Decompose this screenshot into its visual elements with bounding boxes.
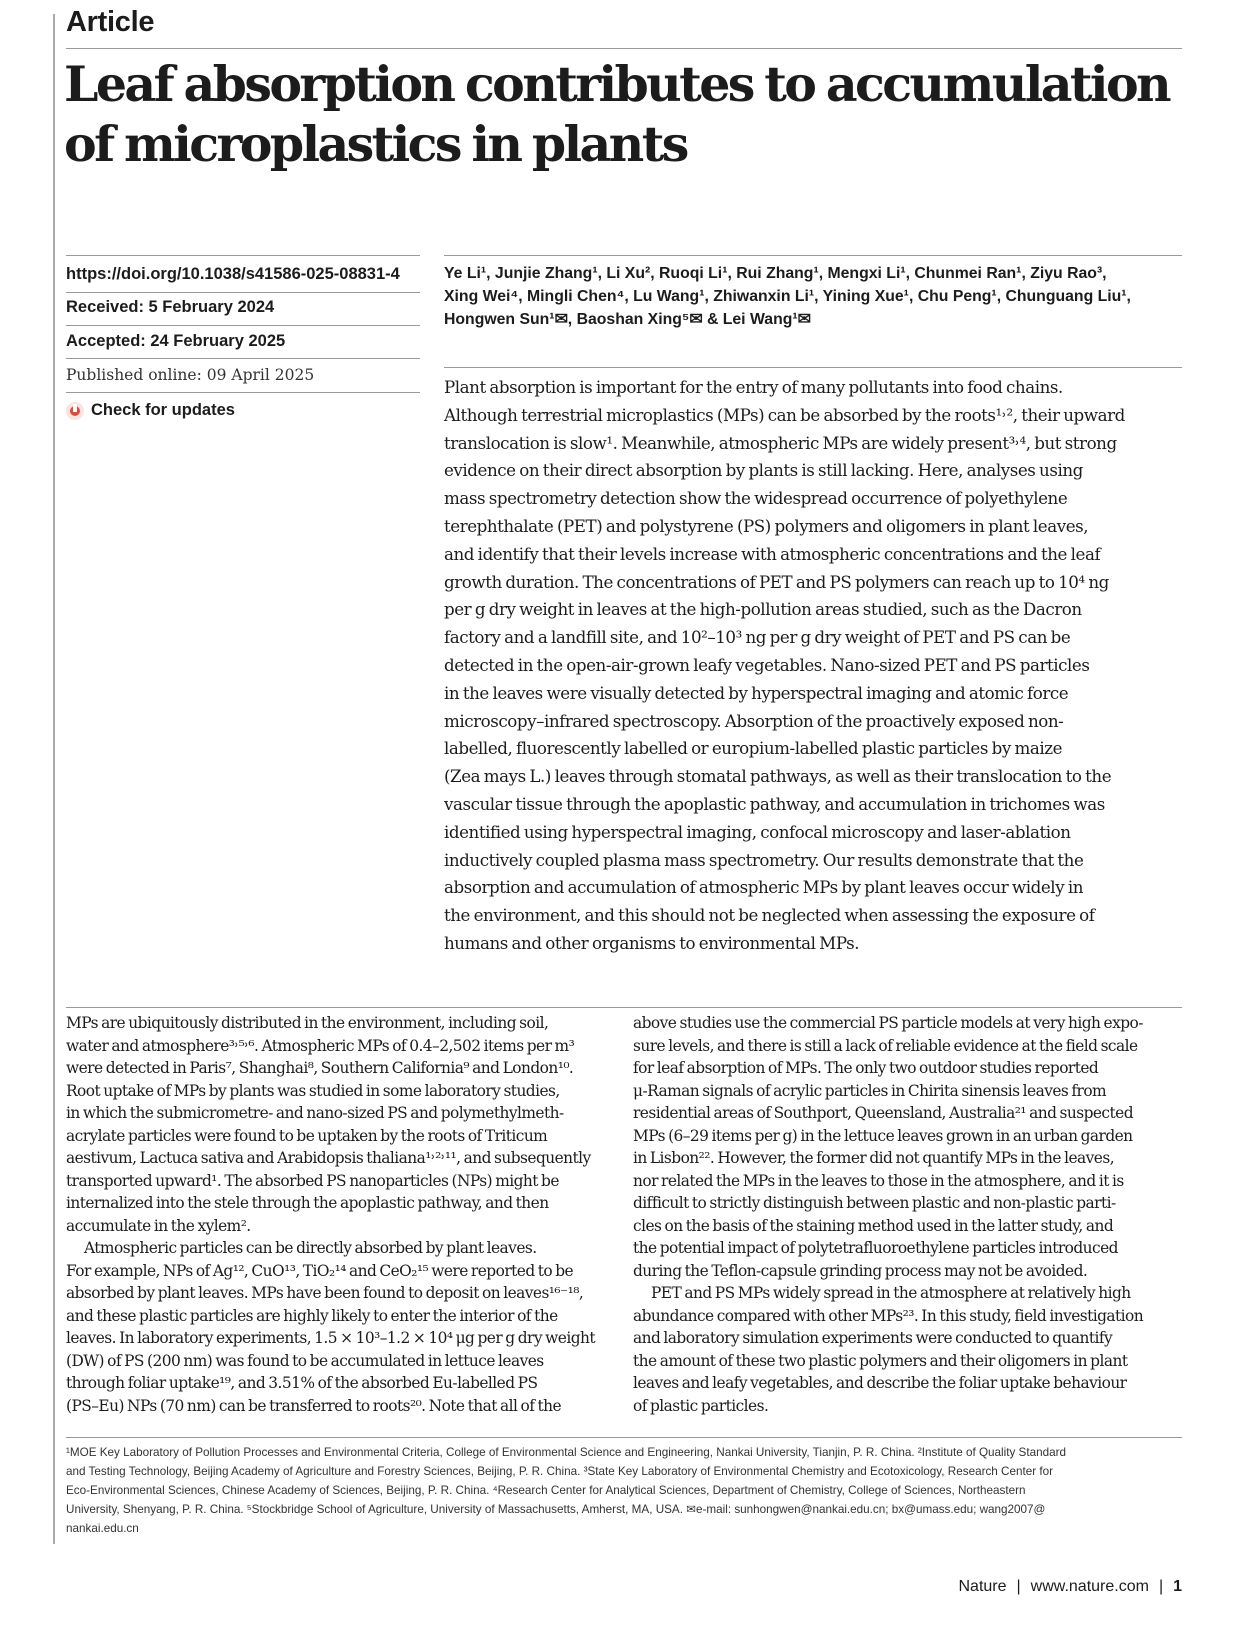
meta-rule-top [66, 255, 420, 256]
page-footer: Nature | www.nature.com | 1 [958, 1578, 1182, 1595]
body-text-line: aestivum, Lactuca sativa and Arabidopsis thaliana¹˒²˒¹¹, and subsequently [66, 1149, 591, 1167]
article-title [64, 54, 1194, 174]
abstract-line: detected in the open-air-grown leafy vegetables. Nano-sized PET and PS particles [444, 654, 1090, 675]
meta-rule-1 [66, 292, 420, 293]
abstract-line: in the leaves were visually detected by hyperspectral imaging and atomic force [444, 682, 1069, 703]
body-text-line: MPs are ubiquitously distributed in the environment, including soil, [66, 1014, 549, 1032]
body-text-line: the potential impact of polytetrafluoroethylene particles introduced [633, 1239, 1118, 1257]
abstract-line: Although terrestrial microplastics (MPs) can be absorbed by the roots¹˒², their upward [444, 404, 1125, 425]
abstract-line: terephthalate (PET) and polystyrene (PS) polymers and oligomers in plant leaves, [444, 515, 1089, 536]
body-text-line: and these plastic particles are highly likely to enter the interior of the [66, 1306, 558, 1325]
check-for-updates-icon [66, 402, 84, 420]
body-right-column [633, 1012, 1178, 1417]
meta-rule-2 [66, 325, 420, 326]
abstract-line: microscopy–infrared spectroscopy. Absorption of the proactively exposed non- [444, 710, 1064, 731]
title-line-1: Leaf absorption contributes to accumulation [64, 55, 1170, 113]
body-rule-top [66, 1007, 1182, 1008]
body-text-line: MPs (6–29 items per g) in the lettuce leaves grown in an urban garden [633, 1126, 1133, 1145]
body-text-line: for leaf absorption of MPs. The only two outdoor studies reported [633, 1059, 1099, 1077]
abstract-line: growth duration. The concentrations of PET and PS polymers can reach up to 10⁴ ng [444, 571, 1109, 592]
page-number: 1 [1173, 1578, 1182, 1595]
body-text-line: Root uptake of MPs by plants was studied in some laboratory studies, [66, 1081, 560, 1100]
abstract-line: mass spectrometry detection show the widespread occurrence of polyethylene [444, 488, 1068, 509]
title-line-2: of microplastics in plants [64, 115, 687, 173]
body-text-line: residential areas of Southport, Queensland, Australia²¹ and suspected [633, 1104, 1133, 1122]
body-text-line: For example, NPs of Ag¹², CuO¹³, TiO₂¹⁴ and CeO₂¹⁵ were reported to be [66, 1261, 574, 1280]
abstract-line: translocation is slow¹. Meanwhile, atmospheric MPs are widely present³˒⁴, but strong [444, 432, 1117, 453]
body-text-line: accumulate in the xylem². [66, 1216, 251, 1235]
footnote-line: Eco-Environmental Sciences, Chinese Academy of Sciences, Beijing, P. R. China. ⁴Research Center for Analytical Sciences, Department of Chemistry, College of Sciences, Northeastern [66, 1484, 1026, 1497]
abstract-line: per g dry weight in leaves at the high-pollution areas studied, such as the Dacron [444, 599, 1082, 620]
abstract-line: and identify that their levels increase with atmospheric concentrations and the leaf [444, 543, 1101, 564]
footnote-line: nankai.edu.cn [66, 1522, 139, 1535]
body-text-line: internalized into the stele through the apoplastic pathway, and then [66, 1194, 549, 1212]
header-rule [66, 48, 1182, 49]
authors-rule-top [444, 255, 1182, 256]
abstract-line: evidence on their direct absorption by plants is still lacking. Here, analyses using [444, 460, 1083, 481]
body-text-line: and laboratory simulation experiments were conducted to quantify [633, 1329, 1113, 1347]
abstract-line: inductively coupled plasma mass spectrometry. Our results demonstrate that the [444, 849, 1084, 870]
body-text-line: through foliar uptake¹⁹, and 3.51% of the absorbed Eu-labelled PS [66, 1374, 538, 1392]
body-text-line: nor related the MPs in the leaves to those in the atmosphere, and it is [633, 1171, 1124, 1190]
abstract-line: vascular tissue through the apoplastic pathway, and accumulation in trichomes was [444, 793, 1105, 814]
received-date: Received: 5 February 2024 [66, 298, 275, 316]
body-text-line: sure levels, and there is still a lack of reliable evidence at the field scale [633, 1036, 1138, 1055]
doi-link[interactable]: https://doi.org/10.1038/s41586-025-08831-4 [66, 265, 400, 283]
article-type-label: Article [66, 6, 155, 38]
abstract-line: labelled, fluorescently labelled or europium-labelled plastic particles by maize [444, 738, 1063, 759]
footnote-line: and Testing Technology, Beijing Academy of Agriculture and Forestry Sciences, Beijing, P. R. China. ³State Key Laboratory of Environmental Chemistry and Ecotoxicology, Research Center for [66, 1465, 1054, 1478]
abstract-rule-top [444, 367, 1182, 368]
published-date: Published online: 09 April 2025 [66, 366, 315, 384]
body-text-line: of plastic particles. [633, 1396, 769, 1415]
body-text-line: cles on the basis of the staining method used in the latter study, and [633, 1216, 1114, 1235]
body-text-line: acrylate particles were found to be uptaken by the roots of Triticum [66, 1126, 548, 1145]
body-text-line: leaves and leafy vegetables, and describe the foliar uptake behaviour [633, 1374, 1127, 1392]
body-text-line: abundance compared with other MPs²³. In this study, field investigation [633, 1306, 1144, 1325]
abstract-line: Plant absorption is important for the entry of many pollutants into food chains. [444, 377, 1063, 397]
journal-url[interactable]: www.nature.com [1030, 1578, 1149, 1595]
accepted-date: Accepted: 24 February 2025 [66, 332, 286, 350]
author-line-3: Hongwen Sun¹✉, Baoshan Xing⁵✉ & Lei Wang¹✉ [444, 311, 811, 328]
check-for-updates-button[interactable] [66, 401, 235, 420]
body-text-line: water and atmosphere³˒⁵˒⁶. Atmospheric MPs of 0.4–2,502 items per m³ [66, 1036, 575, 1055]
abstract-line: identified using hyperspectral imaging, confocal microscopy and laser-ablation [444, 821, 1071, 842]
abstract-line: humans and other organisms to environmental MPs. [444, 932, 860, 953]
author-line-1: Ye Li¹, Junjie Zhang¹, Li Xu², Ruoqi Li¹, Rui Zhang¹, Mengxi Li¹, Chunmei Ran¹, Ziyu Rao³, [444, 265, 1107, 282]
body-text-line: transported upward¹. The absorbed PS nanoparticles (NPs) might be [66, 1171, 559, 1190]
check-for-updates-label: Check for updates [91, 401, 235, 419]
body-text-line: (PS–Eu) NPs (70 nm) can be transferred to roots²⁰. Note that all of the [66, 1396, 562, 1415]
meta-rule-4 [66, 392, 420, 393]
body-text-line: leaves. In laboratory experiments, 1.5 × 10³–1.2 × 10⁴ μg per g dry weight [66, 1329, 595, 1347]
body-text-line: μ-Raman signals of acrylic particles in Chirita sinensis leaves from [633, 1081, 1107, 1100]
body-text-line: during the Teflon-capsule grinding process may not be avoided. [633, 1261, 1088, 1280]
body-text-line: the amount of these two plastic polymers and their oligomers in plant [633, 1351, 1128, 1370]
footnote-rule [66, 1437, 1182, 1438]
author-list [444, 262, 1184, 331]
body-text-line: in which the submicrometre- and nano-sized PS and polymethylmeth- [66, 1104, 564, 1122]
left-margin-rule [53, 14, 55, 1544]
meta-rule-3 [66, 358, 420, 359]
author-line-2: Xing Wei⁴, Mingli Chen⁴, Lu Wang¹, Zhiwanxin Li¹, Yining Xue¹, Chu Peng¹, Chunguang Liu¹, [444, 288, 1131, 305]
body-text-line: in Lisbon²². However, the former did not quantify MPs in the leaves, [633, 1149, 1115, 1167]
body-text-line: difficult to strictly distinguish between plastic and non-plastic parti- [633, 1194, 1116, 1212]
footnote-line: ¹MOE Key Laboratory of Pollution Processes and Environmental Criteria, College of Environmental Science and Engineering, Nankai University, Tianjin, P. R. China. ²Institute of Quality Standard [66, 1446, 1066, 1459]
journal-name: Nature [958, 1578, 1007, 1595]
body-left-column [66, 1012, 611, 1417]
abstract-line: (Zea mays L.) leaves through stomatal pathways, as well as their translocation to the [444, 766, 1112, 787]
footnote-line: University, Shenyang, P. R. China. ⁵Stockbridge School of Agriculture, University of Massachusetts, Amherst, MA, USA. ✉e-mail: sunhongwen@nankai.edu.cn; bx@umass.edu; wang2007@ [66, 1503, 1046, 1516]
abstract [444, 374, 1174, 958]
abstract-line: absorption and accumulation of atmospheric MPs by plant leaves occur widely in [444, 877, 1084, 898]
abstract-line: the environment, and this should not be neglected when assessing the exposure of [444, 905, 1095, 926]
body-text-line: absorbed by plant leaves. MPs have been found to deposit on leaves¹⁶⁻¹⁸, [66, 1284, 584, 1302]
body-text-line: above studies use the commercial PS particle models at very high expo- [633, 1014, 1143, 1032]
affiliations-footnote [66, 1443, 1182, 1538]
body-text-line: (DW) of PS (200 nm) was found to be accumulated in lettuce leaves [66, 1351, 544, 1370]
body-text-line: were detected in Paris⁷, Shanghai⁸, Southern California⁹ and London¹⁰. [66, 1059, 574, 1077]
abstract-line: factory and a landfill site, and 10²–10³ ng per g dry weight of PET and PS can be [444, 627, 1071, 648]
body-text-line: Atmospheric particles can be directly absorbed by plant leaves. [84, 1239, 537, 1257]
body-text-line: PET and PS MPs widely spread in the atmosphere at relatively high [651, 1284, 1131, 1302]
